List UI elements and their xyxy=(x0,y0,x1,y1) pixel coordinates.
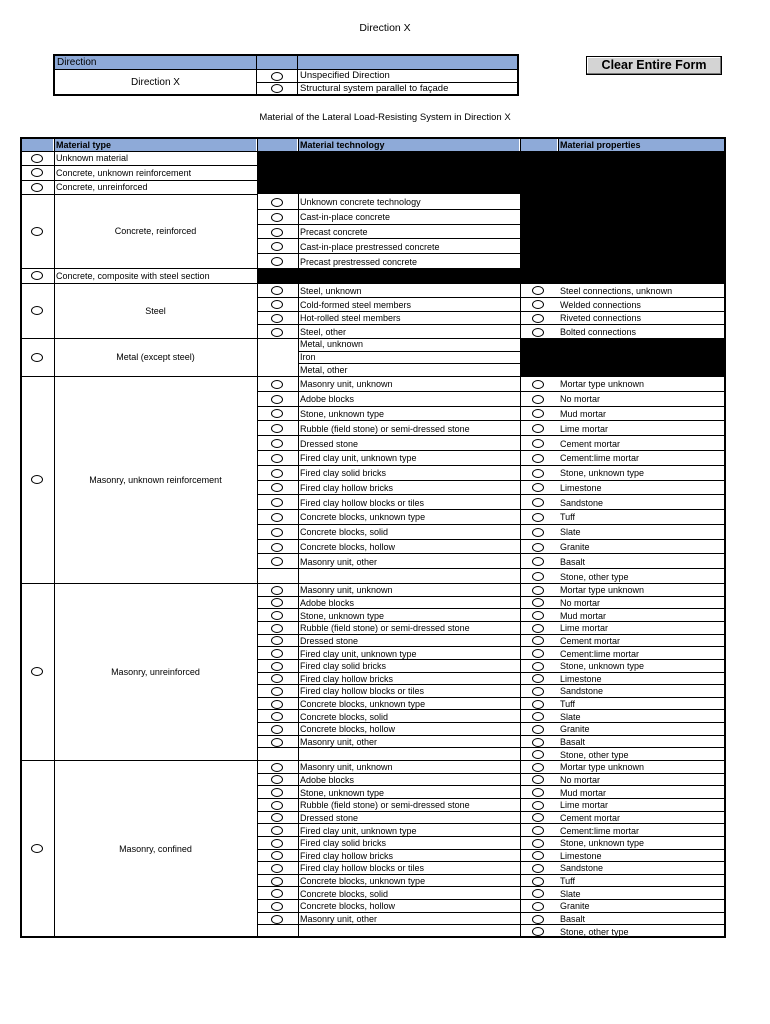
divider xyxy=(297,56,298,94)
material-type-label: Concrete, unknown reinforcement xyxy=(56,167,192,178)
technology-label: Adobe blocks xyxy=(300,394,355,405)
technology-label: Stone, unknown type xyxy=(300,787,385,798)
property-label: Tuff xyxy=(560,512,576,523)
divider xyxy=(257,391,724,392)
direction-option-radio[interactable] xyxy=(271,72,283,81)
material-type-radio[interactable] xyxy=(31,306,43,315)
material-type-label: Concrete, reinforced xyxy=(114,226,197,236)
technology-label: Metal, unknown xyxy=(300,339,364,350)
divider xyxy=(257,509,724,510)
property-radio[interactable] xyxy=(532,380,544,389)
property-label: Basalt xyxy=(560,556,586,567)
technology-radio[interactable] xyxy=(271,763,283,772)
property-label: Sandstone xyxy=(560,497,604,508)
technology-label: Rubble (field stone) or semi-dressed stone xyxy=(300,623,470,634)
property-label: Mud mortar xyxy=(560,787,607,798)
property-radio[interactable] xyxy=(532,649,544,658)
divider xyxy=(257,465,724,466)
technology-radio[interactable] xyxy=(271,687,283,696)
technology-label: Iron xyxy=(300,352,316,362)
property-label: Steel connections, unknown xyxy=(560,285,673,296)
filled-block xyxy=(257,151,724,194)
technology-radio[interactable] xyxy=(271,915,283,924)
technology-label: Masonry unit, other xyxy=(300,556,378,567)
property-label: Granite xyxy=(560,901,590,912)
material-type-radio[interactable] xyxy=(31,667,43,676)
divider xyxy=(22,151,724,152)
property-label: Bolted connections xyxy=(560,327,637,338)
direction-row-label: Direction X xyxy=(131,77,180,88)
technology-label: Stone, unknown type xyxy=(300,408,385,419)
clear-form-button[interactable]: Clear Entire Form xyxy=(586,56,722,75)
technology-radio[interactable] xyxy=(271,213,283,222)
property-radio[interactable] xyxy=(532,314,544,323)
property-label: Cement mortar xyxy=(560,635,621,646)
technology-label: Masonry unit, unknown xyxy=(300,762,393,773)
technology-label: Precast prestressed concrete xyxy=(300,256,418,267)
property-label: Sandstone xyxy=(560,863,604,874)
property-label: Tuff xyxy=(560,699,576,710)
property-radio[interactable] xyxy=(532,864,544,873)
technology-label: Concrete blocks, unknown type xyxy=(300,699,426,710)
divider xyxy=(257,139,258,937)
page-title: Direction X xyxy=(359,22,411,34)
divider xyxy=(54,139,55,937)
technology-label: Adobe blocks xyxy=(300,774,355,785)
property-label: Limestone xyxy=(560,482,602,493)
property-radio[interactable] xyxy=(532,543,544,552)
direction-header-blank2 xyxy=(298,56,517,69)
technology-radio[interactable] xyxy=(271,649,283,658)
property-label: Lime mortar xyxy=(560,623,609,634)
property-radio[interactable] xyxy=(532,915,544,924)
technology-radio[interactable] xyxy=(271,314,283,323)
divider xyxy=(257,924,724,925)
divider xyxy=(558,139,559,151)
divider xyxy=(257,553,724,554)
divider xyxy=(298,351,520,352)
divider xyxy=(257,209,520,210)
property-label: Mud mortar xyxy=(560,408,607,419)
technology-label: Fired clay hollow blocks or tiles xyxy=(300,863,425,874)
material-type-label: Concrete, composite with steel section xyxy=(56,270,210,281)
divider xyxy=(257,224,520,225)
technology-label: Masonry unit, other xyxy=(300,737,378,748)
material-type-radio[interactable] xyxy=(31,844,43,853)
filled-block xyxy=(257,268,724,283)
direction-option-radio[interactable] xyxy=(271,84,283,93)
property-radio[interactable] xyxy=(532,439,544,448)
property-radio[interactable] xyxy=(532,687,544,696)
property-label: Stone, other type xyxy=(560,571,629,582)
property-label: Cement:lime mortar xyxy=(560,825,640,836)
header-material-technology: Material technology xyxy=(298,139,519,151)
property-label: Slate xyxy=(560,527,581,538)
technology-radio[interactable] xyxy=(271,586,283,595)
divider xyxy=(257,297,724,298)
divider xyxy=(22,194,257,195)
property-label: Limestone xyxy=(560,850,602,861)
property-label: Mortar type unknown xyxy=(560,379,645,390)
technology-label: Dressed stone xyxy=(300,438,359,449)
property-radio[interactable] xyxy=(532,528,544,537)
property-label: Stone, unknown type xyxy=(560,661,645,672)
property-radio[interactable] xyxy=(532,700,544,709)
property-radio[interactable] xyxy=(532,469,544,478)
divider xyxy=(257,420,724,421)
technology-label: Precast concrete xyxy=(300,227,368,237)
divider xyxy=(257,435,724,436)
technology-label: Fired clay hollow bricks xyxy=(300,850,394,861)
technology-label: Fired clay hollow blocks or tiles xyxy=(300,497,425,508)
property-radio[interactable] xyxy=(532,586,544,595)
technology-label: Fired clay solid bricks xyxy=(300,661,387,672)
divider xyxy=(257,324,724,325)
property-radio[interactable] xyxy=(532,902,544,911)
property-label: Limestone xyxy=(560,673,602,684)
technology-radio[interactable] xyxy=(271,528,283,537)
property-label: Lime mortar xyxy=(560,423,609,434)
property-label: Granite xyxy=(560,724,590,735)
technology-radio[interactable] xyxy=(271,380,283,389)
technology-label: Dressed stone xyxy=(300,812,359,823)
technology-label: Concrete blocks, hollow xyxy=(300,901,396,912)
property-label: Tuff xyxy=(560,876,576,887)
technology-radio[interactable] xyxy=(271,700,283,709)
property-radio[interactable] xyxy=(532,662,544,671)
property-label: Stone, unknown type xyxy=(560,838,645,849)
technology-label: Cast-in-place prestressed concrete xyxy=(300,241,440,252)
material-type-radio[interactable] xyxy=(31,227,43,236)
divider xyxy=(298,139,299,937)
property-label: Stone, other type xyxy=(560,749,629,760)
divider xyxy=(257,539,724,540)
divider xyxy=(256,56,257,94)
material-type-radio[interactable] xyxy=(31,475,43,484)
property-label: Cement:lime mortar xyxy=(560,453,640,464)
technology-label: Fired clay hollow blocks or tiles xyxy=(300,686,425,697)
technology-label: Fired clay unit, unknown type xyxy=(300,453,417,464)
property-label: Mud mortar xyxy=(560,610,607,621)
property-label: Basalt xyxy=(560,914,586,925)
technology-label: Unknown concrete technology xyxy=(300,197,421,208)
material-type-label: Masonry, confined xyxy=(119,843,192,854)
technology-radio[interactable] xyxy=(271,454,283,463)
material-type-radio[interactable] xyxy=(31,353,43,362)
header-blank xyxy=(257,139,297,151)
material-type-radio[interactable] xyxy=(31,271,43,280)
technology-radio[interactable] xyxy=(271,662,283,671)
technology-label: Hot-rolled steel members xyxy=(300,313,401,324)
property-label: Riveted connections xyxy=(560,313,642,324)
technology-radio[interactable] xyxy=(271,826,283,835)
technology-label: Fired clay hollow bricks xyxy=(300,482,394,493)
property-label: Mortar type unknown xyxy=(560,762,645,773)
divider xyxy=(257,406,724,407)
technology-label: Concrete blocks, unknown type xyxy=(300,512,426,523)
technology-label: Rubble (field stone) or semi-dressed stone xyxy=(300,800,470,811)
technology-radio[interactable] xyxy=(271,513,283,522)
technology-radio[interactable] xyxy=(271,228,283,237)
property-label: Cement mortar xyxy=(560,438,621,449)
divider xyxy=(257,524,724,525)
property-label: Mortar type unknown xyxy=(560,585,645,596)
technology-radio[interactable] xyxy=(271,877,283,886)
technology-label: Masonry unit, unknown xyxy=(300,585,393,596)
property-label: Granite xyxy=(560,542,590,553)
technology-label: Concrete blocks, solid xyxy=(300,888,389,899)
divider xyxy=(257,747,724,748)
property-radio[interactable] xyxy=(532,839,544,848)
property-label: Cement:lime mortar xyxy=(560,648,640,659)
divider xyxy=(257,494,724,495)
property-radio[interactable] xyxy=(532,826,544,835)
property-radio[interactable] xyxy=(532,454,544,463)
property-radio[interactable] xyxy=(532,738,544,747)
direction-header: Direction xyxy=(55,56,256,69)
material-type-label: Metal (except steel) xyxy=(116,352,195,362)
divider xyxy=(22,268,257,269)
property-label: No mortar xyxy=(560,774,601,785)
technology-label: Fired clay hollow bricks xyxy=(300,673,394,684)
divider xyxy=(22,376,724,377)
header-material-type: Material type xyxy=(54,139,256,151)
technology-label: Steel, other xyxy=(300,327,347,338)
direction-header-blank xyxy=(257,56,297,69)
technology-radio[interactable] xyxy=(271,725,283,734)
technology-label: Fired clay unit, unknown type xyxy=(300,825,417,836)
property-label: Welded connections xyxy=(560,299,641,310)
technology-label: Fired clay solid bricks xyxy=(300,468,387,479)
technology-label: Dressed stone xyxy=(300,635,359,646)
header-blank xyxy=(22,139,53,151)
technology-radio[interactable] xyxy=(271,469,283,478)
property-radio[interactable] xyxy=(532,725,544,734)
property-radio[interactable] xyxy=(532,763,544,772)
technology-label: Concrete blocks, unknown type xyxy=(300,876,426,887)
property-label: No mortar xyxy=(560,394,601,405)
technology-label: Masonry unit, other xyxy=(300,914,378,925)
technology-radio[interactable] xyxy=(271,543,283,552)
material-type-radio[interactable] xyxy=(31,168,43,177)
property-label: Sandstone xyxy=(560,686,604,697)
material-type-radio[interactable] xyxy=(31,183,43,192)
section-subtitle: Material of the Lateral Load-Resisting System in Direction X xyxy=(259,112,511,123)
technology-label: Fired clay solid bricks xyxy=(300,838,387,849)
technology-label: Adobe blocks xyxy=(300,597,355,608)
property-label: No mortar xyxy=(560,597,601,608)
property-label: Cement mortar xyxy=(560,812,621,823)
divider xyxy=(257,238,520,239)
property-label: Lime mortar xyxy=(560,800,609,811)
divider xyxy=(257,480,724,481)
material-type-label: Steel xyxy=(145,305,166,316)
divider xyxy=(257,568,724,569)
technology-radio[interactable] xyxy=(271,439,283,448)
filled-block xyxy=(520,338,724,376)
technology-label: Concrete blocks, solid xyxy=(300,711,389,722)
header-material-properties: Material properties xyxy=(558,139,724,151)
material-type-label: Masonry, unreinforced xyxy=(111,666,200,677)
filled-block xyxy=(520,194,724,268)
technology-label: Concrete blocks, hollow xyxy=(300,724,396,735)
property-radio[interactable] xyxy=(532,328,544,337)
direction-option-label: Structural system parallel to façade xyxy=(300,83,449,94)
property-radio[interactable] xyxy=(532,395,544,404)
technology-label: Steel, unknown xyxy=(300,285,362,296)
property-label: Basalt xyxy=(560,737,586,748)
header-blank xyxy=(520,139,557,151)
property-label: Slate xyxy=(560,711,581,722)
technology-radio[interactable] xyxy=(271,864,283,873)
material-type-label: Unknown material xyxy=(56,153,129,163)
divider xyxy=(520,139,521,937)
technology-label: Rubble (field stone) or semi-dressed stone xyxy=(300,423,470,434)
technology-radio[interactable] xyxy=(271,902,283,911)
property-radio[interactable] xyxy=(532,513,544,522)
technology-label: Fired clay unit, unknown type xyxy=(300,648,417,659)
technology-radio[interactable] xyxy=(271,738,283,747)
material-type-label: Masonry, unknown reinforcement xyxy=(89,474,222,485)
material-type-label: Concrete, unreinforced xyxy=(56,182,148,192)
divider xyxy=(257,311,724,312)
technology-radio[interactable] xyxy=(271,328,283,337)
material-type-radio[interactable] xyxy=(31,154,43,163)
technology-label: Stone, unknown type xyxy=(300,610,385,621)
technology-radio[interactable] xyxy=(271,395,283,404)
divider xyxy=(22,283,724,284)
property-label: Slate xyxy=(560,888,581,899)
technology-label: Metal, other xyxy=(300,364,348,375)
divider xyxy=(55,69,517,70)
technology-label: Masonry unit, unknown xyxy=(300,379,393,390)
technology-radio[interactable] xyxy=(271,624,283,633)
technology-radio[interactable] xyxy=(271,801,283,810)
technology-radio[interactable] xyxy=(271,198,283,207)
technology-label: Concrete blocks, solid xyxy=(300,527,389,538)
property-label: Stone, unknown type xyxy=(560,468,645,479)
divider xyxy=(257,253,520,254)
property-label: Stone, other type xyxy=(560,926,629,937)
technology-label: Cast-in-place concrete xyxy=(300,212,391,223)
direction-option-label: Unspecified Direction xyxy=(300,70,390,81)
divider xyxy=(257,450,724,451)
property-radio[interactable] xyxy=(532,801,544,810)
technology-label: Cold-formed steel members xyxy=(300,299,412,310)
technology-radio[interactable] xyxy=(271,839,283,848)
property-radio[interactable] xyxy=(532,877,544,886)
property-radio[interactable] xyxy=(532,624,544,633)
technology-label: Concrete blocks, hollow xyxy=(300,542,396,553)
